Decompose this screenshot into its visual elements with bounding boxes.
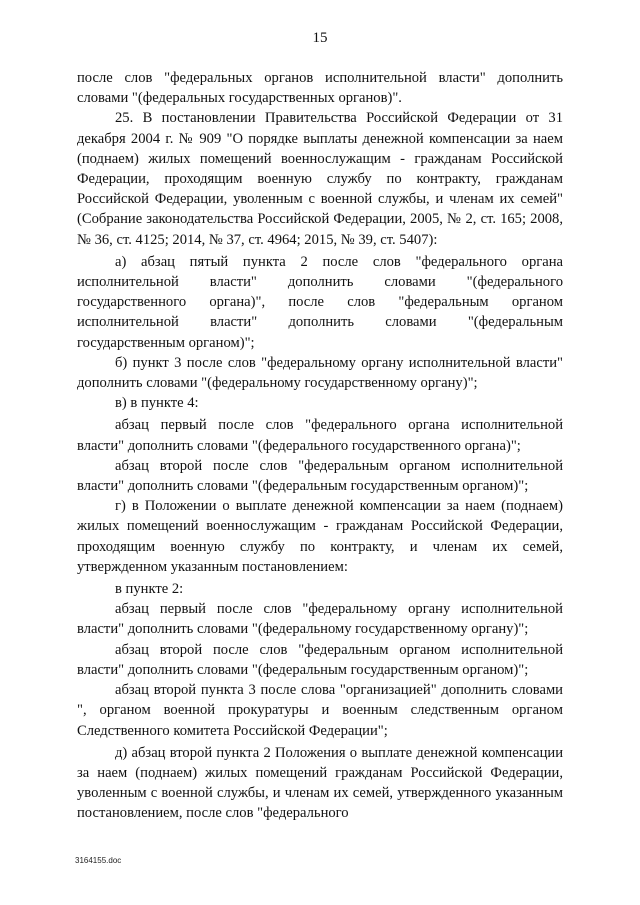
paragraph-subitem-g-point-2: в пункте 2: bbox=[115, 581, 184, 598]
paragraph-subitem-d: д) абзац второй пункта 2 Положения о выплате денежной компенсации за наем (поднаем) жилых помещений гражданам Российской Федерации, уволенным с военной службы, и членам их семей, утвержденного указанным постановлением, после слов "федерального bbox=[77, 744, 563, 822]
paragraph-item-25: 25. В постановлении Правительства Российской Федерации от 31 декабря 2004 г. № 909 "О порядке выплаты денежной компенсации за наем (поднаем) жилых помещений военнослужащим - гражданам Российской Федерации, проходящим военную службу по контракту, гражданам Российской Федерации, уволенным с военной службы, и членам их семей" (Собрание законодательства Российской Федерации, 2005, № 2, ст. 165; 2008, № 36, ст. 4125; 2014, № 37, ст. 4964; 2015, № 39, ст. 5407): bbox=[77, 110, 563, 248]
paragraph-subitem-v-first: абзац первый после слов "федерального органа исполнительной власти" дополнить словами "(федерального государственного органа)"; bbox=[77, 417, 563, 454]
paragraph-subitem-g-second: абзац второй после слов "федеральным органом исполнительной власти" дополнить словами "(федеральным государственным органом)"; bbox=[77, 641, 563, 678]
paragraph-subitem-v-second: абзац второй после слов "федеральным органом исполнительной власти" дополнить словами "(федеральным государственным органом)"; bbox=[77, 457, 563, 495]
footer-filename: 3164155.doc bbox=[75, 856, 122, 865]
page-number: 15 bbox=[312, 30, 328, 46]
paragraph-subitem-g-point-3: абзац второй пункта 3 после слова "организацией" дополнить словами ", органом военной прокуратуры и военным следственным органом Следственного комитета Российской Федерации"; bbox=[77, 682, 563, 739]
paragraph-subitem-b: б) пункт 3 после слов "федеральному органу исполнительной власти" дополнить словами "(федеральному государственному органу)"; bbox=[77, 354, 563, 392]
paragraph-subitem-g-first: абзац первый после слов "федеральному органу исполнительной власти" дополнить словами "(федеральному государственному органу)"; bbox=[77, 601, 563, 638]
paragraph-subitem-g: г) в Положении о выплате денежной компенсации за наем (поднаем) жилых помещений военнослужащим - гражданам Российской Федерации, проходящим военную службу по контракту, и членам их семей, утвержденном указанным постановлением: bbox=[77, 498, 563, 575]
paragraph-subitem-a: а) абзац пятый пункта 2 после слов "федерального органа исполнительной власти" дополнить словами "(федерального государственного органа)", после слов "федеральным органом исполнительной власти" дополнить словами "(федеральным государственным органом)"; bbox=[77, 253, 563, 351]
paragraph-continuation: после слов "федеральных органов исполнительной власти" дополнить словами "(федеральных государственных органов)". bbox=[77, 70, 563, 107]
paragraph-subitem-v: в) в пункте 4: bbox=[115, 395, 199, 412]
document-body bbox=[77, 68, 563, 824]
